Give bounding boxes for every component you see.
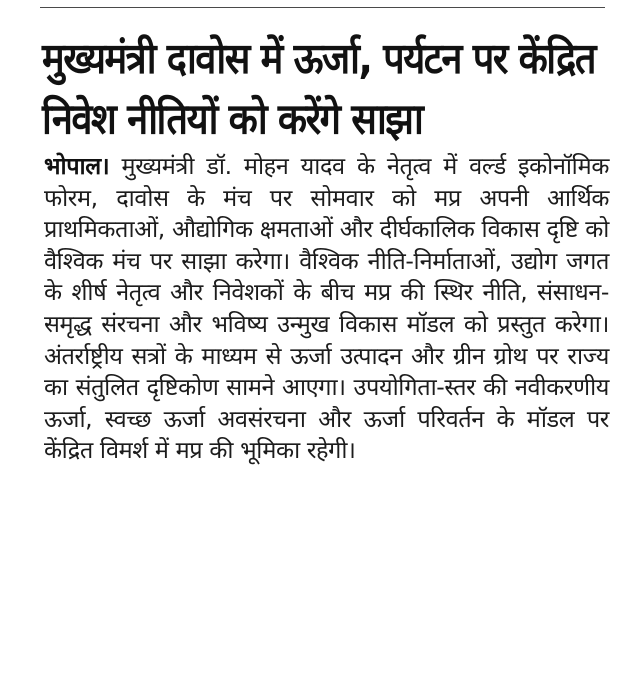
top-divider: [40, 7, 605, 8]
article-body-text: मुख्यमंत्री डॉ. मोहन यादव के नेतृत्व में वर्ल्ड इकोनॉमिक फोरम, दावोस के मंच पर सोमवार को मप्र अपनी आर्थिक प्राथमिकताओं, औद्योगिक क्षमताओं और दीर्घकालिक विकास दृष्टि को वैश्विक मंच पर साझा करेगा। वैश्विक नीति-निर्माताओं, उद्योग जगत के शीर्ष नेतृत्व और निवेशकों के बीच मप्र की स्थिर नीति, संसाधन-समृद्ध संरचना और भविष्य उन्मुख विकास मॉडल को प्रस्तुत करेगा। अंतर्राष्ट्रीय सत्रों के माध्यम से ऊर्जा उत्पादन और ग्रीन ग्रोथ पर राज्य का संतुलित दृष्टिकोण सामने आएगा। उपयोगिता-स्तर की नवीकरणीय ऊर्जा, स्वच्छ ऊर्जा अवसंरचना और ऊर्जा परिवर्तन के मॉडल पर केंद्रित विमर्श में मप्र की भूमिका रहेगी।: [44, 152, 609, 465]
dateline: भोपाल।: [44, 152, 110, 180]
article-body: [44, 151, 609, 467]
headline: मुख्यमंत्री दावोस में ऊर्जा, पर्यटन पर केंद्रित निवेश नीतियों को करेंगे साझा: [42, 33, 595, 144]
